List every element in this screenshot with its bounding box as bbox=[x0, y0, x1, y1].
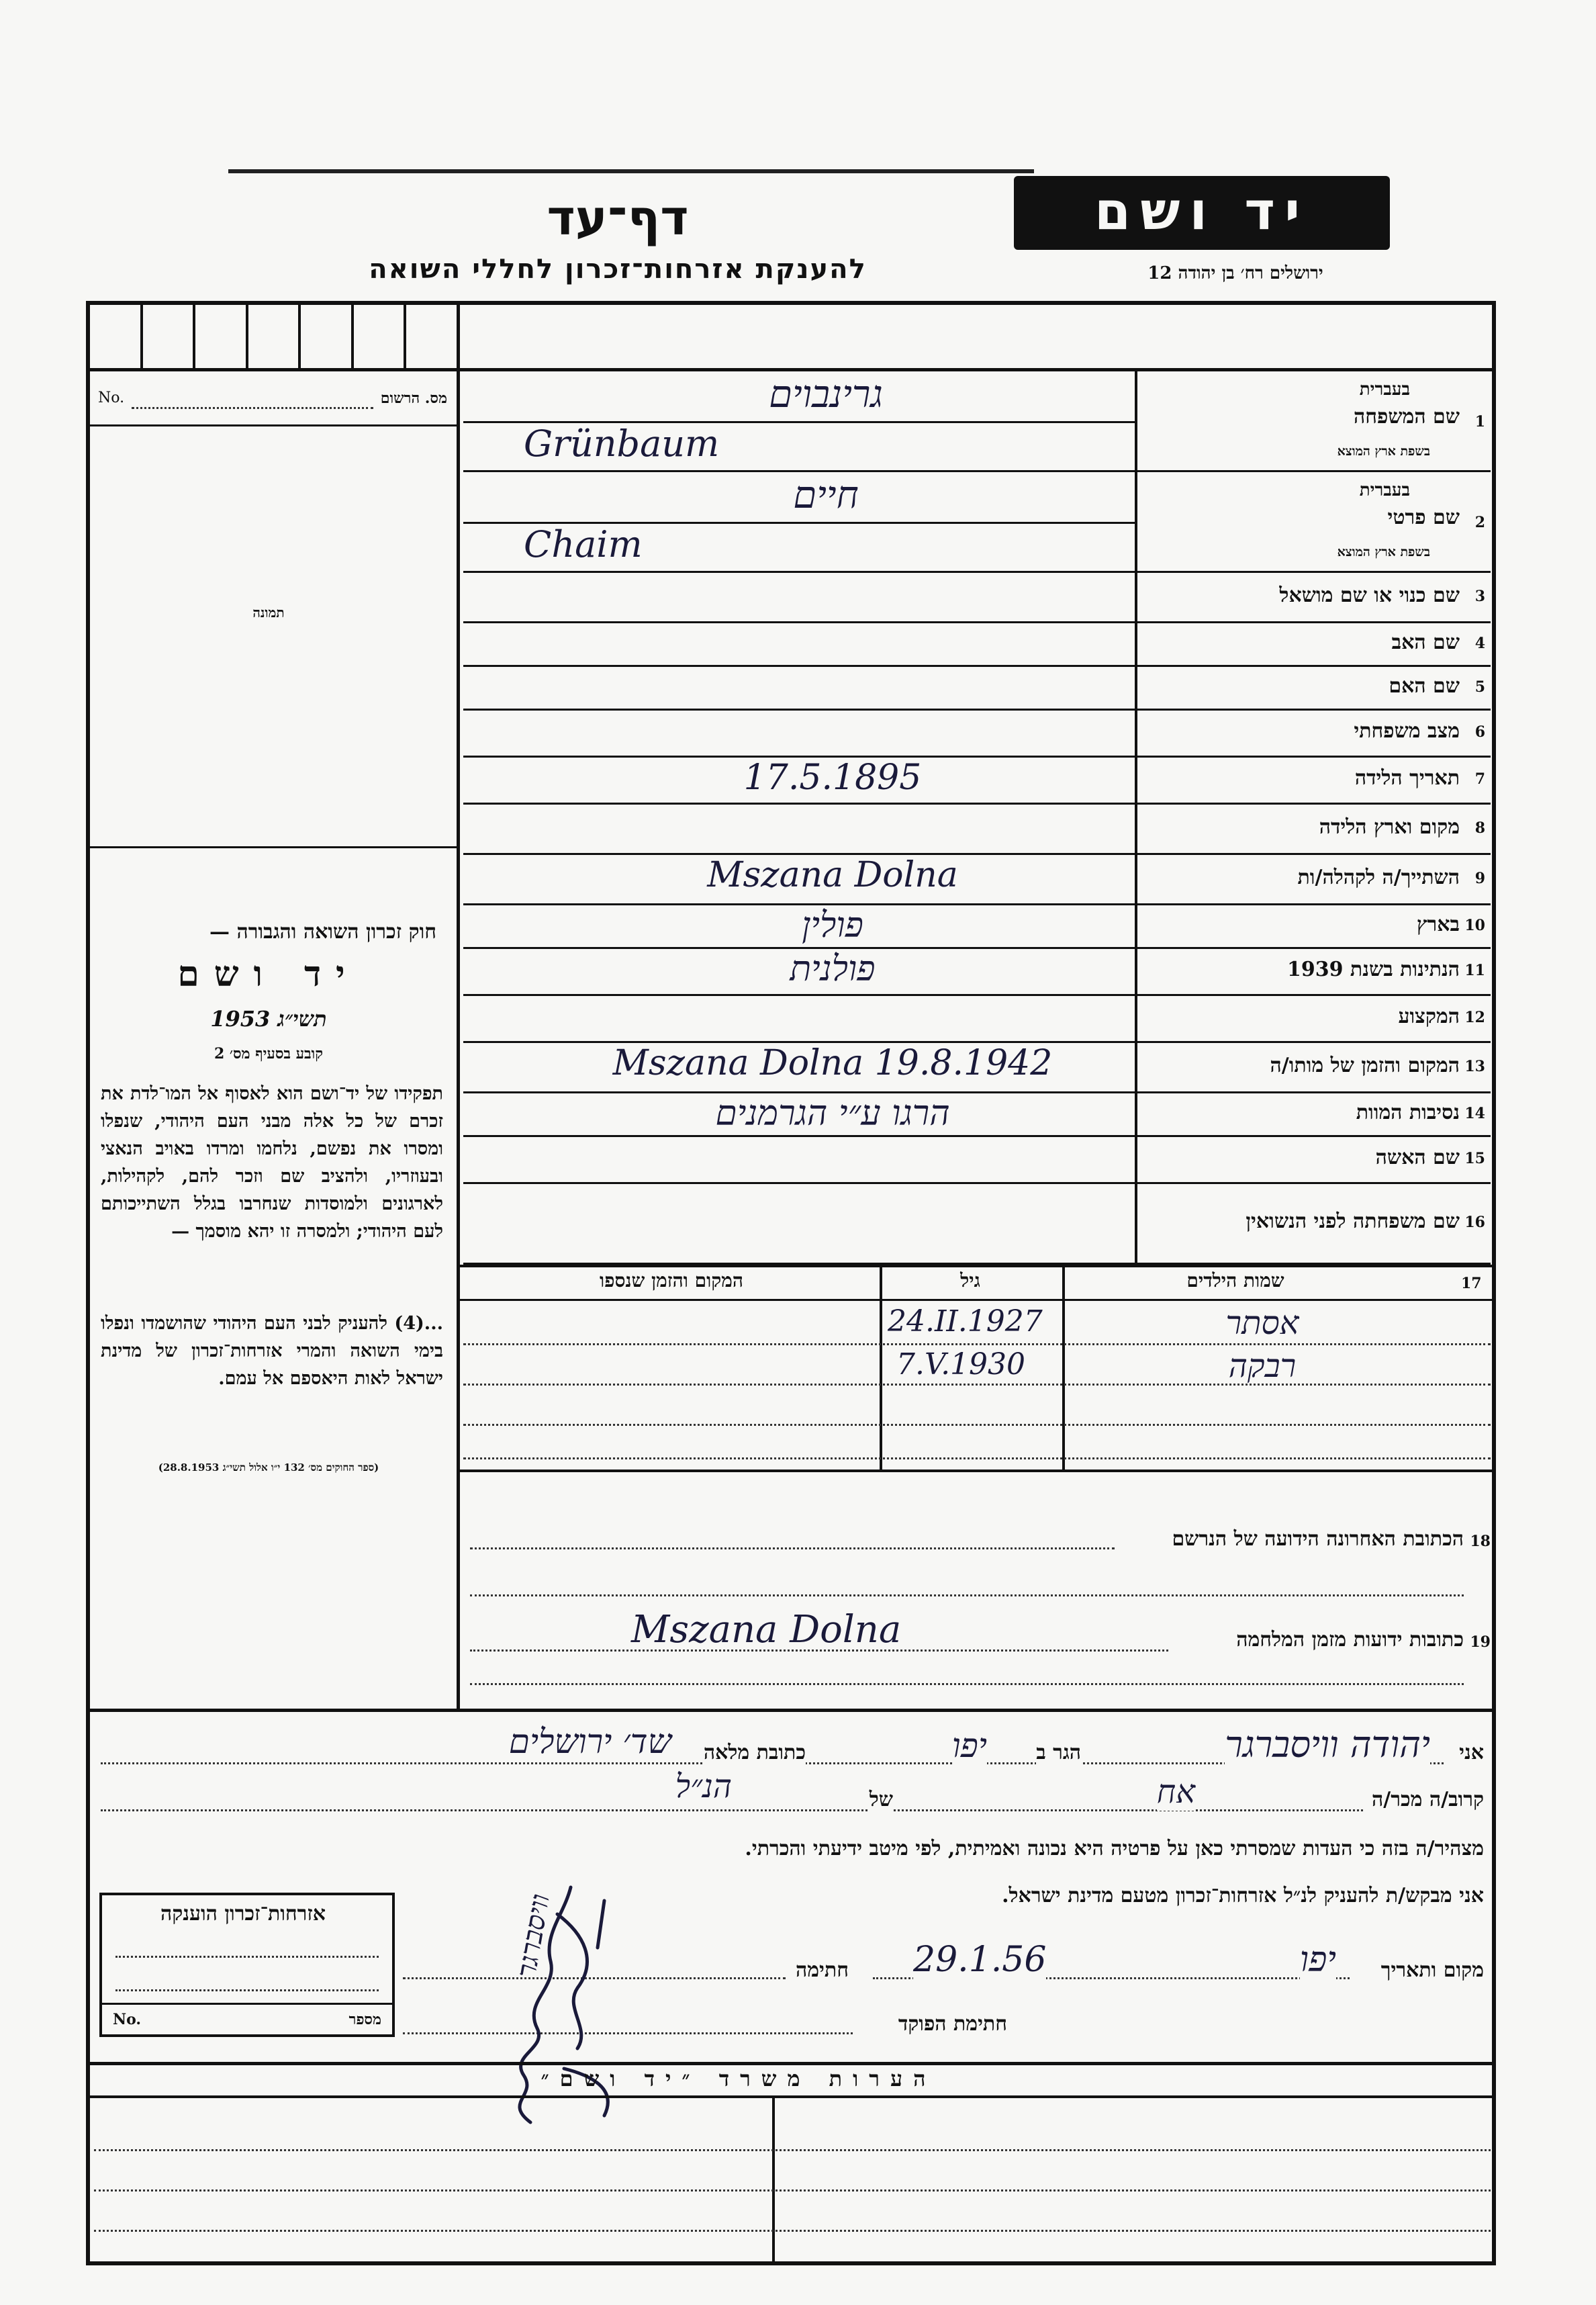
field-value-origin[interactable]: Chaim bbox=[524, 523, 643, 566]
field-label: שם האם bbox=[1389, 674, 1460, 698]
field-row-9[interactable] bbox=[463, 855, 1491, 905]
field-number: 9 bbox=[1474, 869, 1485, 887]
field-sub-hebrew: בעברית bbox=[1359, 379, 1410, 400]
office-notes-line-3 bbox=[94, 2230, 1491, 2232]
child-name-2[interactable]: רבקה bbox=[1228, 1347, 1297, 1385]
child-name-1[interactable]: אסתר bbox=[1225, 1304, 1299, 1342]
field-value[interactable]: Mszana Dolna bbox=[707, 855, 958, 895]
field-number: 7 bbox=[1474, 770, 1485, 788]
field-label: השתייך/ה לקהלה/ות bbox=[1297, 865, 1460, 889]
declarant-of: הנ״ל bbox=[675, 1768, 732, 1805]
children-top-rule bbox=[460, 1265, 1494, 1267]
field-number: 16 bbox=[1464, 1214, 1485, 1231]
law-ref: (ספר החוקים מס׳ 132 י״ו אלול תשי״ג 28.8.1953) bbox=[158, 1461, 379, 1474]
declarant-relation: אח bbox=[1156, 1773, 1195, 1811]
children-header-place: המקום והזמן שנספו bbox=[600, 1269, 743, 1292]
photo-label: תמונה bbox=[252, 604, 285, 621]
field-sub-hebrew: בעברית bbox=[1359, 480, 1410, 500]
address: ירושלים רח׳ בן יהודה 12 bbox=[1147, 263, 1323, 283]
field-label: שם כנוי או שם מושאל bbox=[1279, 583, 1460, 607]
reg-no-field[interactable] bbox=[98, 390, 447, 416]
field-number: 6 bbox=[1474, 723, 1485, 741]
field-number: 3 bbox=[1474, 587, 1485, 605]
law-name: יד ושם bbox=[177, 954, 360, 995]
field-number: 10 bbox=[1464, 916, 1485, 934]
declaration-top-rule bbox=[86, 1709, 1496, 1712]
field-row-12[interactable] bbox=[463, 996, 1491, 1043]
officer-row[interactable]: חתימת הפוקד bbox=[403, 2008, 1007, 2042]
field-label: הנתינות בשנת 1939 bbox=[1286, 958, 1460, 981]
reg-no-label: מס. הרשום bbox=[380, 390, 447, 407]
law-clause: קובע בסעיף מס׳ 2 bbox=[214, 1045, 324, 1063]
field-row-6[interactable] bbox=[463, 711, 1491, 758]
office-notes-divider bbox=[772, 2098, 775, 2263]
declarant-date: 29.1.56 bbox=[913, 1940, 1047, 1980]
field-value-hebrew[interactable]: חיים bbox=[793, 473, 859, 517]
office-notes-header-rule bbox=[86, 2095, 1496, 2098]
field-label: נסיבות המוות bbox=[1356, 1100, 1460, 1124]
fields-section bbox=[463, 371, 1491, 1265]
law-text-1: תפקידו של יד־ושם הוא לאסוף אל המו־לדת את זכרם של כל אלה מבני העם היהודי, שנפלו ומסרו את נפשם, נלחמו ומרדו באויב הנאצי ובעוזריו, ולהציב שם וזכר להם, לקהילות, לארגונים ולמוסדות שנחרבו בגלל השתייכותם לעם היהודי; ולמסרה זו יהא מוסמך — bbox=[101, 1083, 443, 1242]
address-war-value: Mszana Dolna bbox=[631, 1608, 902, 1652]
header-rule bbox=[228, 169, 1034, 173]
field-value-hebrew[interactable]: גרינבוים bbox=[769, 373, 883, 416]
field-number: 15 bbox=[1464, 1150, 1485, 1167]
field-value[interactable]: פולין bbox=[802, 905, 863, 946]
field-label: שם משפחתה לפני הנשואין bbox=[1246, 1210, 1460, 1233]
field-label: המקום והזמן של מותו/ה bbox=[1270, 1053, 1460, 1077]
children-col-rule-1 bbox=[880, 1267, 882, 1470]
field-value[interactable]: הרגו ע״י הגרמנים bbox=[715, 1093, 950, 1134]
left-column-divider bbox=[457, 305, 460, 1709]
address-war-row[interactable]: 19 כתובות ידועות מזמן המלחמה Mszana Dolna bbox=[470, 1612, 1491, 1659]
award-no-prefix: No. bbox=[113, 2011, 142, 2028]
declaration-text: מצהיר/ה בזה כי העדות שמסרתי כאן על פרטיה היא נכונה ואמיתית, לפי מיטב ידיעתי והכרתי. bbox=[745, 1837, 1484, 1860]
field-number: 1 bbox=[1474, 413, 1485, 431]
field-label: בארץ bbox=[1416, 912, 1460, 936]
page-subtitle: להענקת אזרחות־זכרון לחללי השואה bbox=[369, 254, 867, 285]
field-row-15[interactable] bbox=[463, 1137, 1491, 1184]
address-last-label: הכתובת האחרונה הידועה של הנרשם bbox=[1172, 1527, 1464, 1551]
field-number: 5 bbox=[1474, 678, 1485, 696]
field-value[interactable]: Mszana Dolna 19.8.1942 bbox=[612, 1043, 1053, 1083]
declarant-row-2[interactable]: קרוב/ה מכר/ה אח של הנ״ל bbox=[101, 1780, 1484, 1820]
field-row-16[interactable] bbox=[463, 1184, 1491, 1265]
law-text-2: ...(4) להעניק לבני העם היהודי שהושמדו ונפלו בימי השואה והמרי אזרחות־זכרון של מדינת ישראל לאות היאספם אל עמם. bbox=[101, 1313, 443, 1389]
office-notes-line-2 bbox=[94, 2189, 1491, 2191]
field-value[interactable]: פולנית bbox=[790, 949, 876, 989]
address-war-line-2 bbox=[470, 1683, 1464, 1685]
field-label: המקצוע bbox=[1398, 1005, 1460, 1028]
field-number: 13 bbox=[1464, 1057, 1485, 1075]
field-row-4[interactable] bbox=[463, 623, 1491, 667]
children-number: 17 bbox=[1461, 1275, 1482, 1292]
office-notes-title: הערות משרד ״יד ושם״ bbox=[541, 2066, 937, 2091]
field-label: שם האב bbox=[1391, 630, 1460, 654]
award-title: אזרחות־זכרון הוענקה bbox=[160, 1902, 326, 1926]
field-number: 4 bbox=[1474, 634, 1485, 652]
photo-rule bbox=[90, 846, 457, 848]
reg-no-rule bbox=[90, 424, 457, 426]
field-row-5[interactable] bbox=[463, 667, 1491, 711]
field-row-10[interactable] bbox=[463, 905, 1491, 949]
logo: יד ושם bbox=[1094, 181, 1310, 242]
field-row-11[interactable] bbox=[463, 949, 1491, 996]
law-title: חוק זכרון השואה והגבורה — bbox=[209, 920, 436, 944]
address-last-row[interactable]: 18 הכתובת האחרונה הידועה של הנרשם bbox=[470, 1525, 1491, 1565]
logo-block bbox=[1014, 176, 1390, 250]
field-label: מצב משפחתי bbox=[1354, 719, 1460, 743]
declarant-place: יפו bbox=[1299, 1940, 1336, 1980]
code-boxes bbox=[90, 305, 457, 368]
field-row-14[interactable] bbox=[463, 1093, 1491, 1137]
child-age-2[interactable]: 7.V.1930 bbox=[896, 1347, 1026, 1382]
signature: וויסברגר bbox=[510, 1891, 557, 1981]
request-text: אני מבקש/ת להעניק לנ״ל אזרחות־זכרון מטעם מדינת ישראל. bbox=[1002, 1884, 1484, 1907]
children-header-names: שמות הילדים bbox=[1186, 1269, 1284, 1292]
law-year: תשי״ג 1953 bbox=[210, 1006, 327, 1032]
field-row-8[interactable] bbox=[463, 805, 1491, 855]
field-row-13[interactable] bbox=[463, 1043, 1491, 1093]
field-label: שם המשפחה bbox=[1353, 405, 1460, 428]
field-value-origin[interactable]: Grünbaum bbox=[524, 422, 720, 465]
declarant-city: יפו bbox=[951, 1726, 987, 1765]
award-no-label: מספר bbox=[348, 2011, 381, 2028]
field-number: 12 bbox=[1464, 1009, 1485, 1026]
field-label: מקום וארץ הלידה bbox=[1319, 815, 1460, 839]
field-row-1[interactable] bbox=[463, 371, 1491, 472]
children-bottom-rule bbox=[460, 1470, 1494, 1472]
office-notes-top-rule bbox=[86, 2062, 1496, 2065]
field-number: 8 bbox=[1474, 819, 1485, 837]
office-notes-line-1 bbox=[94, 2149, 1491, 2151]
address-war-label: כתובות ידועות מזמן המלחמה bbox=[1236, 1628, 1464, 1652]
declarant-name: יהודה וויסברגר bbox=[1225, 1723, 1430, 1766]
field-sub-origin: בשפת ארץ המוצא bbox=[1337, 444, 1430, 459]
declarant-full-address: שד׳ ירושלים bbox=[508, 1722, 671, 1761]
field-label: תאריך הלידה bbox=[1354, 766, 1460, 790]
page-title: דף־עד bbox=[547, 189, 689, 246]
address-last-line-2 bbox=[470, 1594, 1464, 1596]
field-label: שם פרטי bbox=[1387, 506, 1460, 529]
reg-no-prefix: No. bbox=[98, 390, 125, 406]
declarant-row-1[interactable]: אני יהודה וויסברגר הגר ב יפו כתובת מלאה שד׳ ירושלים bbox=[101, 1733, 1484, 1773]
field-row-2[interactable] bbox=[463, 472, 1491, 573]
field-row-3[interactable] bbox=[463, 573, 1491, 623]
child-age-1[interactable]: 24.II.1927 bbox=[888, 1304, 1043, 1339]
field-row-7[interactable] bbox=[463, 758, 1491, 805]
field-number: 14 bbox=[1464, 1104, 1485, 1122]
field-number: 2 bbox=[1474, 514, 1485, 531]
field-value[interactable]: 17.5.1895 bbox=[743, 758, 922, 798]
children-header-age: גיל bbox=[960, 1269, 980, 1292]
field-number: 11 bbox=[1464, 962, 1485, 979]
field-label: שם האשה bbox=[1375, 1146, 1460, 1169]
award-box bbox=[99, 1893, 395, 2037]
place-date-row[interactable]: מקום ותאריך יפו 29.1.56 חתימה bbox=[403, 1948, 1484, 1988]
children-header-rule bbox=[460, 1299, 1494, 1301]
field-sub-origin: בשפת ארץ המוצא bbox=[1337, 545, 1430, 559]
